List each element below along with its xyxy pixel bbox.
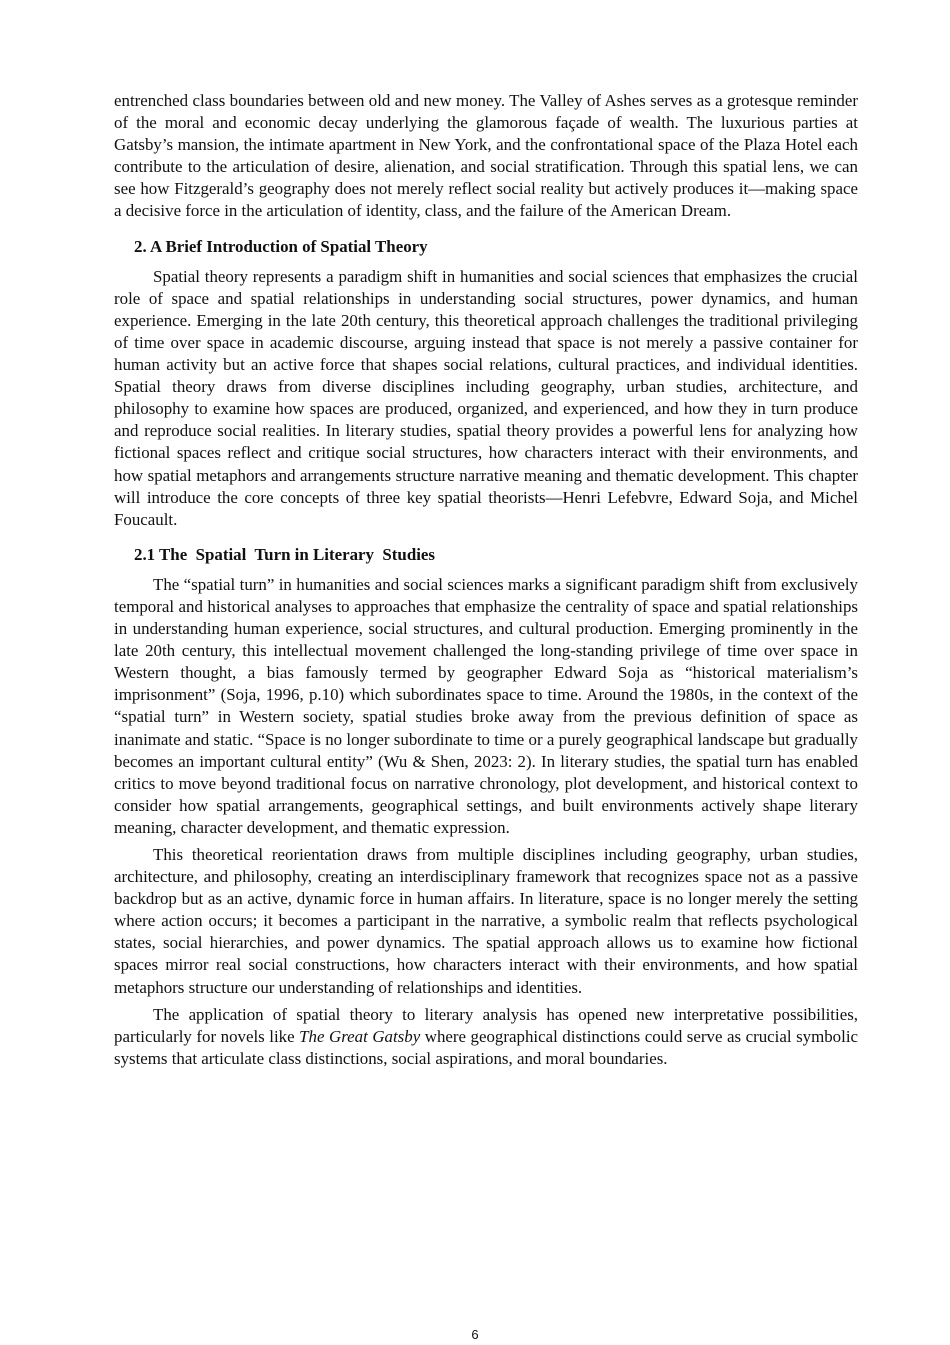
section-2-1-paragraph-3	[114, 1004, 858, 1070]
book-title: The Great Gatsby	[299, 1026, 421, 1046]
intro-paragraph: entrenched class boundaries between old and new money. The Valley of Ashes serves as a grotesque reminder of the moral and economic decay underlying the glamorous façade of wealth. The luxurious parties at Gatsby’s mansion, the intimate apartment in New York, and the confrontational space of the Plaza Hotel each contribute to the articulation of desire, alienation, and social stratification. Through this spatial lens, we can see how Fitzgerald’s geography does not merely reflect social reality but actively produces it—making space a decisive force in the articulation of identity, class, and the failure of the American Dream.	[114, 91, 858, 221]
paragraph-3-text-start: The application of spatial theory to literary analysis has opened new interpretative possibilities, particularly for novels like	[114, 1004, 858, 1046]
section-2-1-paragraph-2: This theoretical reorientation draws from multiple disciplines including geography, urban studies, architecture, and philosophy, creating an interdisciplinary framework that recognizes space not as a passive backdrop but as an active, dynamic force in human affairs. In literature, space is no longer merely the setting where action occurs; it becomes a participant in the narrative, a symbolic realm that reflects psychological states, social hierarchies, and power dynamics. The spatial approach allows us to examine how fictional spaces mirror real social constructions, how characters interact with their environments, and how spatial metaphors structure our understanding of relationships and identities.	[114, 845, 858, 997]
section-2-heading: 2. A Brief Introduction of Spatial Theory	[134, 236, 428, 256]
section-2-paragraph: Spatial theory represents a paradigm shift in humanities and social sciences that emphasizes the crucial role of space and spatial relationships in understanding social structures, power dynamics, and human experience. Emerging in the late 20th century, this theoretical approach challenges the traditional privileging of time over space in academic discourse, arguing instead that space is not merely a passive container for human activity but an active force that shapes social relations, cultural practices, and individual identities. Spatial theory draws from diverse disciplines including geography, urban studies, architecture, and philosophy to examine how spaces are produced, organized, and experienced, and how they in turn produce and reproduce social realities. In literary studies, spatial theory provides a powerful lens for analyzing how fictional spaces reflect and critique social structures, how characters interact with their environments, and how spatial metaphors and arrangements structure narrative meaning and thematic development. This chapter will introduce the core concepts of three key spatial theorists—Henri Lefebvre, Edward Soja, and Michel Foucault.	[114, 266, 858, 529]
section-2-1-paragraph-1: The “spatial turn” in humanities and social sciences marks a significant paradigm shift from exclusively temporal and historical analyses to approaches that emphasize the centrality of space and spatial relationships in understanding human experience, social structures, and cultural production. Emerging prominently in the late 20th century, this intellectual movement challenged the long-standing privilege of time over space in Western thought, a bias famously termed by geographer Edward Soja as “historical materialism’s imprisonment” (Soja, 1996, p.10) which subordinates space to time. Around the 1980s, in the context of the “spatial turn” in Western society, spatial studies broke away from the previous definition of space as inanimate and static. “Space is no longer subordinate to time or a purely geographical landscape but gradually becomes an important cultural entity” (Wu & Shen, 2023: 2). In literary studies, the spatial turn has enabled critics to move beyond traditional focus on narrative chronology, plot development, and historical context to consider how spatial arrangements, geographical settings, and built environments actively shape literary meaning, character development, and thematic expression.	[114, 574, 858, 837]
page-number: 6	[471, 1327, 479, 1342]
section-2-1-heading: 2.1 The Spatial Turn in Literary Studies	[134, 544, 435, 564]
document-page	[114, 90, 858, 1075]
paragraph-3-text-end: where geographical distinctions could serve as crucial symbolic systems that articulate class distinctions, social aspirations, and moral boundaries.	[114, 1026, 859, 1068]
